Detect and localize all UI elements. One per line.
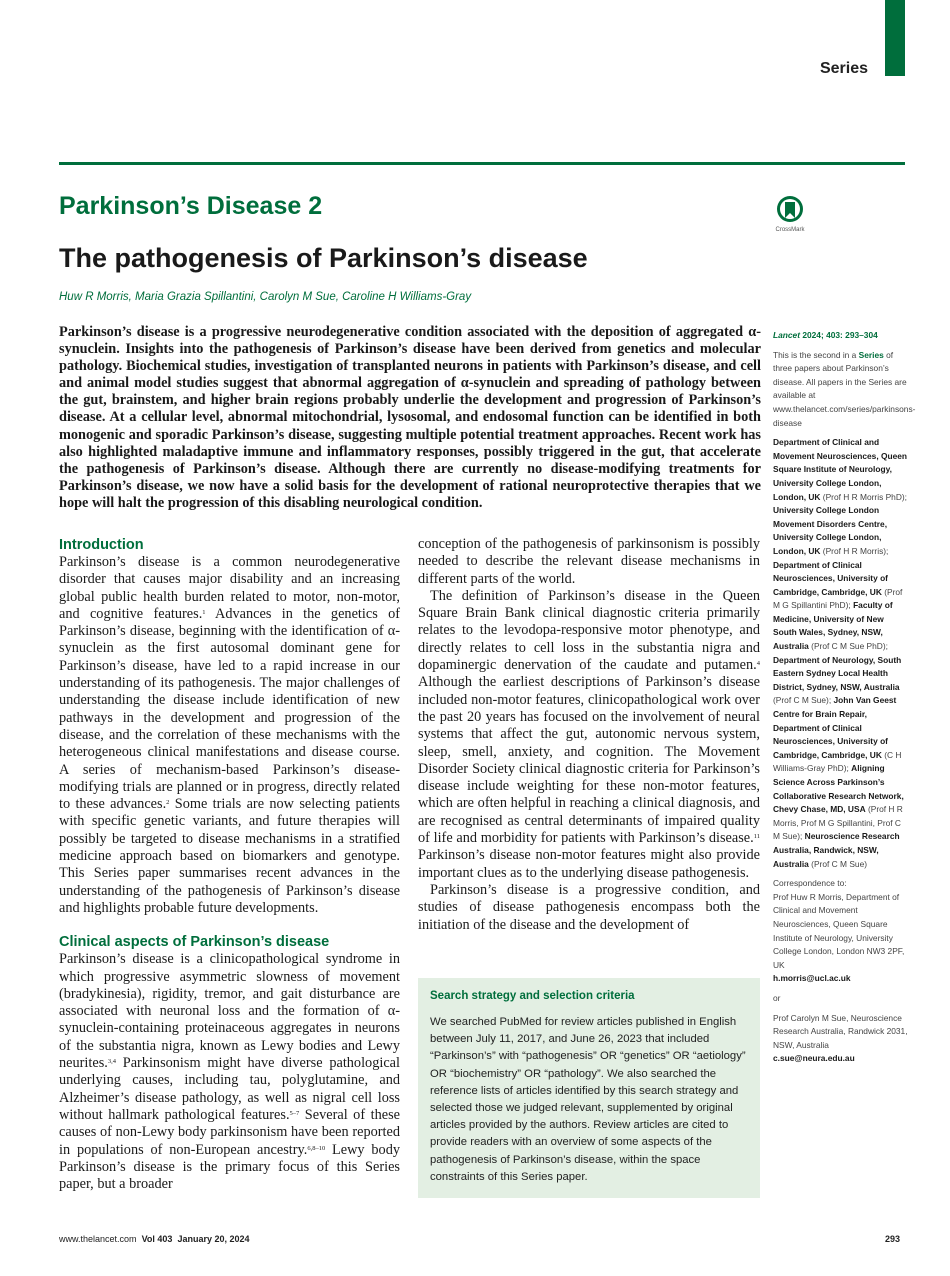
citation: Lancet 2024; 403: 293–304	[773, 330, 878, 340]
sidebar-notes	[773, 329, 916, 1072]
correspondence-2: Prof Carolyn M Sue, Neuroscience Research Australia, Randwick 2031, NSW, Australia c.sue@neura.edu.au	[773, 1012, 908, 1064]
affiliations: Department of Clinical and Movement Neurosciences, Queen Square Institute of Neurology, University College London, London, UK (Prof H R Morris PhD); University College London Movement Disorders Centre, University College London, London, UK (Prof H R Morris); Department of Clinical Neurosciences, University of Cambridge, Cambridge, UK (Prof M G Spillantini PhD); Faculty of Medicine, University of New South Wales, Sydney, NSW, Australia (Prof C M Sue PhD); Department of Neurology, South Eastern Sydney Local Health District, Sydney, NSW, Australia (Prof C M Sue); John Van Geest Centre for Brain Repair, Department of Clinical Neurosciences, University of Cambridge, Cambridge, UK (C H Williams-Gray PhD); Aligning Science Across Parkinson’s Collaborative Research Network, Chevy Chase, MD, USA (Prof H R Morris, Prof M G Spillantini, Prof C M Sue); Neuroscience Research Australia, Randwick, NSW, Australia (Prof C M Sue)	[773, 437, 908, 869]
footer-volume: Vol 403	[141, 1234, 173, 1244]
footer-date: January 20, 2024	[177, 1234, 250, 1244]
series-color-bar	[885, 0, 905, 76]
series-note: This is the second in a Series of three papers about Parkinson’s disease. All papers in the Series are available at www.thelancet.com/series/parkinsons-disease	[773, 349, 916, 428]
reference-marker[interactable]: 3,4	[107, 1058, 116, 1066]
page-number: 293	[884, 1234, 900, 1244]
correspondence-1: Prof Huw R Morris, Department of Clinical and Movement Neurosciences, Queen Square Institute of Neurology, University College London, London NW3 2PF, UK h.morris@ucl.ac.uk	[773, 891, 905, 984]
search-strategy-body: We searched PubMed for review articles published in English between July 11, 2017, and June 26, 2023 that included “Parkinson’s” with “pathogenesis” OR “genetics” OR “aetiology” OR “biochemistry” OR “pathology”. We also searched the reference lists of articles identified by this search strategy and selected those we judged relevant, supplemented by original articles provided by the authors. Review articles are cited to provide readers with an overview of some aspects of the pathogenesis of Parkinson’s disease, within the space constraints of this Series paper.	[430, 1016, 746, 1183]
clinical-paragraph: Parkinson’s disease is a clinicopathological syndrome in which progressive asymmetric slowness of movement (bradykinesia), rigidity, tremor, and gait disturbance are associated with neuronal loss and the formation of α-synuclein-containing proteinaceous aggregates in neurons of the substantia nigra, known as Lewy bodies and Lewy neurites.$^{3,4}$ Parkinsonism might have diverse pathological underlying causes, including tau, polyglutamine, and Alzheimer’s disease pathology, as well as nigral cell loss without hallmark pathological features.$^{5-7}$ Several of these causes of non-Lewy body parkinsonism have been reported in populations of non-European ancestry.$^{6,8-10}$ Lewy body Parkinson’s disease is the primary focus of this Series paper, but a broader	[59, 951, 401, 1193]
footer-site[interactable]: www.thelancet.com	[59, 1234, 137, 1244]
series-label: Series	[819, 60, 868, 77]
intro-paragraph: Parkinson’s disease is a common neurodegenerative disorder that causes major disability and an increasing global public health burden related to motor, non-motor, and cognitive features.$^1$ Advances in the genetics of Parkinson’s disease, beginning with the identification of α-synuclein as the first autosomal dominant gene for Parkinson’s disease, have led to a rapid increase in our understanding of its pathogenesis. The major challenges of understanding the disease include identification of new pathways in the development and progression of the disease, and the correlation of these mechanisms with the heterogeneous clinical manifestations and disease course. A series of mechanism-based Parkinson’s disease-modifying trials are planned or in progress, directly related to these advances.$^2$ Some trials are now selecting patients with specific genetic variants, and future therapies will possibly be targeted to disease mechanisms in a stratified medicine approach based on biomarkers and genotype. This Series paper summarises recent advances in the understanding of the pathogenesis of Parkinson’s disease and highlights probable future developments.	[59, 554, 400, 916]
correspondence-label: Correspondence to:	[773, 878, 847, 889]
reference-marker[interactable]: 11	[753, 833, 760, 841]
reference-marker[interactable]: 1	[202, 608, 206, 616]
email-link[interactable]: h.morris@ucl.ac.uk	[773, 973, 851, 984]
footer-info	[59, 1234, 250, 1244]
left-column	[59, 536, 400, 1193]
reference-marker[interactable]: 2	[166, 799, 170, 807]
search-strategy-panel	[418, 978, 760, 1198]
body-paragraph: The definition of Parkinson’s disease in the Queen Square Brain Bank clinical diagnostic criteria primarily relates to the levodopa-responsive motor phenotype, and directly relates to cell loss in the substantia nigra and dopaminergic denervation of the caudate and putamen.$^4$ Although the earliest descriptions of Parkinson’s disease included non-motor features, clinicopathological work over the past 20 years has focused on the involvement of neural systems that affect the gut, autonomic nervous system, sleep, smell, anxiety, and cognition. The Movement Disorder Society clinical diagnostic criteria for Parkinson’s disease include weighting for these non-motor features, which are often helpful in reaching a clinical diagnosis, and are recognised as central determinants of impaired quality of life and morbidity for patients with Parkinson’s disease.$^{11}$ Parkinson’s disease non-motor features might also provide important clues as to the underlying disease pathogenesis.	[418, 587, 760, 881]
body-paragraph: Parkinson’s disease is a progressive condition, and studies of disease pathogenesis encompass both the initiation of the disease and the development of	[418, 881, 760, 933]
reference-marker[interactable]: 5–7	[289, 1109, 300, 1117]
section-heading-clinical: Clinical aspects of Parkinson’s disease	[59, 934, 330, 951]
reference-marker[interactable]: 4	[756, 660, 760, 668]
crossmark-label: CrossMark	[775, 227, 805, 233]
correspondence-or: or	[773, 992, 781, 1003]
reference-marker[interactable]: 6,8–10	[307, 1144, 326, 1152]
email-link[interactable]: c.sue@neura.edu.au	[773, 1053, 855, 1064]
section-heading-introduction: Introduction	[59, 537, 144, 553]
search-strategy-title: Search strategy and selection criteria	[430, 990, 635, 1002]
article-title: The pathogenesis of Parkinson’s disease	[59, 243, 588, 273]
author-list: Huw R Morris, Maria Grazia Spillantini, Carolyn M Sue, Caroline H Williams-Gray	[59, 291, 472, 303]
series-title: Parkinson’s Disease 2	[59, 192, 323, 220]
crossmark-icon	[772, 194, 808, 224]
series-link[interactable]: Series	[858, 349, 884, 360]
right-column	[418, 536, 760, 934]
abstract: Parkinson’s disease is a progressive neurodegenerative condition associated with the deposition of aggregated α-synuclein. Insights into the pathogenesis of Parkinson’s disease have been derived from genetics and molecular pathology. Biochemical studies, investigation of transplanted neurons in patients with Parkinson’s disease, and cell and animal model studies suggest that abnormal aggregation of α-synuclein and spreading of pathology between the gut, brainstem, and higher brain regions probably underlie the development and progression of Parkinson’s disease. At a cellular level, abnormal mitochondrial, lysosomal, and endosomal function can be identified in both monogenic and sporadic Parkinson’s disease, suggesting multiple potential treatment approaches. Recent work has also highlighted maladaptive immune and inflammatory responses, possibly triggered in the gut, that accelerate the pathogenesis of Parkinson’s disease. Although there are currently no disease-modifying treatments for Parkinson’s disease, we now have a solid basis for the development of rational neuroprotective therapies that we hope will halt the progression of this disabling neurological condition.	[59, 324, 761, 511]
crossmark-badge[interactable]	[772, 194, 808, 233]
body-paragraph: conception of the pathogenesis of parkinsonism is possibly needed to describe the relevant disease mechanisms in different parts of the world.	[418, 536, 760, 587]
header-rule	[59, 162, 905, 165]
